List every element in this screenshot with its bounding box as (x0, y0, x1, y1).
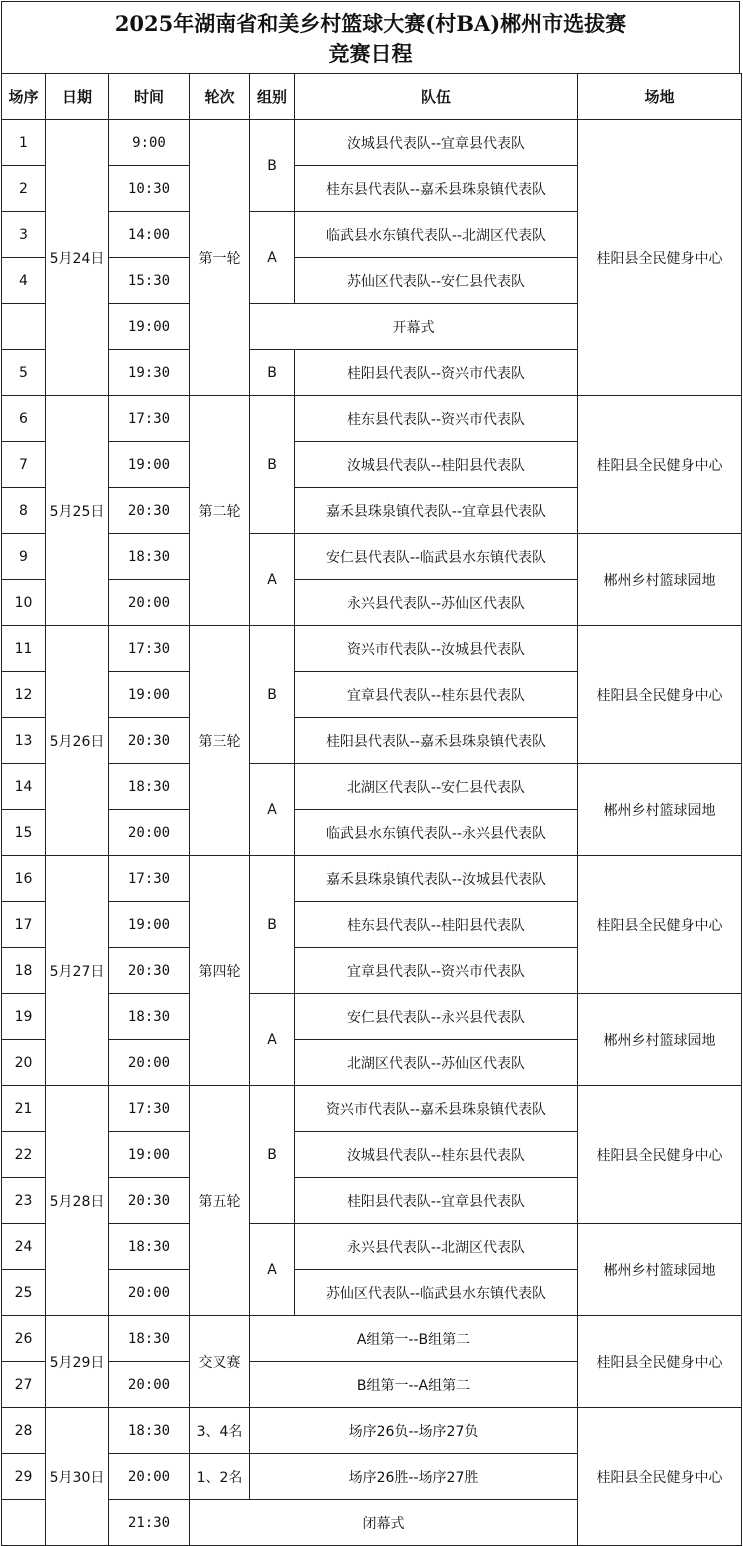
group-cell: B (250, 350, 295, 396)
time-cell: 20:00 (109, 1270, 190, 1316)
time-cell: 18:30 (109, 1224, 190, 1270)
teams-cell: 临武县水东镇代表队--北湖区代表队 (295, 212, 578, 258)
date-cell: 5月24日 (46, 120, 109, 396)
date-cell: 5月27日 (46, 856, 109, 1086)
teams-cell: 资兴市代表队--嘉禾县珠泉镇代表队 (295, 1086, 578, 1132)
time-cell: 17:30 (109, 396, 190, 442)
table-row (2, 534, 742, 580)
group-cell: A (250, 212, 295, 304)
match-no: 13 (2, 718, 46, 764)
teams-cell: 苏仙区代表队--临武县水东镇代表队 (295, 1270, 578, 1316)
group-cell: B (250, 1086, 295, 1224)
schedule-table (1, 73, 742, 1546)
match-no: 29 (2, 1454, 46, 1500)
opening-ceremony: 开幕式 (250, 304, 578, 350)
header-date: 日期 (46, 74, 109, 120)
teams-cell: 永兴县代表队--苏仙区代表队 (295, 580, 578, 626)
match-no: 17 (2, 902, 46, 948)
match-no: 4 (2, 258, 46, 304)
group-cell: B (250, 396, 295, 534)
round-cell: 1、2名 (190, 1454, 250, 1500)
teams-cell: B组第一--A组第二 (250, 1362, 578, 1408)
time-cell: 19:00 (109, 902, 190, 948)
match-no: 21 (2, 1086, 46, 1132)
match-no: 15 (2, 810, 46, 856)
teams-cell: 桂阳县代表队--宜章县代表队 (295, 1178, 578, 1224)
group-cell: A (250, 534, 295, 626)
venue-cell: 郴州乡村篮球园地 (578, 534, 742, 626)
schedule-title: 2025年湖南省和美乡村篮球大赛(村BA)郴州市选拔赛 (114, 11, 627, 36)
time-cell: 17:30 (109, 856, 190, 902)
teams-cell: 苏仙区代表队--安仁县代表队 (295, 258, 578, 304)
time-cell: 18:30 (109, 994, 190, 1040)
venue-cell: 桂阳县全民健身中心 (578, 396, 742, 534)
time-cell: 21:30 (109, 1500, 190, 1546)
teams-cell: 汝城县代表队--桂东县代表队 (295, 1132, 578, 1178)
date-cell: 5月29日 (46, 1316, 109, 1408)
group-cell: A (250, 764, 295, 856)
time-cell: 20:00 (109, 810, 190, 856)
venue-cell: 桂阳县全民健身中心 (578, 626, 742, 764)
time-cell: 18:30 (109, 1408, 190, 1454)
teams-cell: 桂阳县代表队--嘉禾县珠泉镇代表队 (295, 718, 578, 764)
group-cell: A (250, 994, 295, 1086)
time-cell: 20:30 (109, 1178, 190, 1224)
match-no: 7 (2, 442, 46, 488)
time-cell: 20:30 (109, 948, 190, 994)
header-round: 轮次 (190, 74, 250, 120)
header-group: 组别 (250, 74, 295, 120)
time-cell: 20:30 (109, 718, 190, 764)
venue-cell: 桂阳县全民健身中心 (578, 1316, 742, 1408)
teams-cell: 安仁县代表队--永兴县代表队 (295, 994, 578, 1040)
time-cell: 19:30 (109, 350, 190, 396)
match-no: 23 (2, 1178, 46, 1224)
date-cell: 5月26日 (46, 626, 109, 856)
venue-cell: 郴州乡村篮球园地 (578, 764, 742, 856)
match-no: 1 (2, 120, 46, 166)
teams-cell: 资兴市代表队--汝城县代表队 (295, 626, 578, 672)
match-no: 9 (2, 534, 46, 580)
teams-cell: 场序26负--场序27负 (250, 1408, 578, 1454)
venue-cell: 郴州乡村篮球园地 (578, 1224, 742, 1316)
group-cell: B (250, 626, 295, 764)
match-no: 27 (2, 1362, 46, 1408)
match-no: 25 (2, 1270, 46, 1316)
match-no (2, 1500, 46, 1546)
table-row (2, 1408, 742, 1454)
header-no: 场序 (2, 74, 46, 120)
round-cell: 第一轮 (190, 120, 250, 396)
teams-cell: 宜章县代表队--桂东县代表队 (295, 672, 578, 718)
venue-cell: 桂阳县全民健身中心 (578, 120, 742, 396)
match-no: 18 (2, 948, 46, 994)
time-cell: 14:00 (109, 212, 190, 258)
table-row (2, 764, 742, 810)
time-cell: 9:00 (109, 120, 190, 166)
teams-cell: 场序26胜--场序27胜 (250, 1454, 578, 1500)
match-no: 3 (2, 212, 46, 258)
time-cell: 20:00 (109, 1454, 190, 1500)
date-cell: 5月28日 (46, 1086, 109, 1316)
teams-cell: 临武县水东镇代表队--永兴县代表队 (295, 810, 578, 856)
match-no (2, 304, 46, 350)
time-cell: 19:00 (109, 442, 190, 488)
match-no: 26 (2, 1316, 46, 1362)
teams-cell: 桂东县代表队--资兴市代表队 (295, 396, 578, 442)
match-no: 16 (2, 856, 46, 902)
time-cell: 20:30 (109, 488, 190, 534)
header-time: 时间 (109, 74, 190, 120)
time-cell: 19:00 (109, 1132, 190, 1178)
time-cell: 20:00 (109, 1040, 190, 1086)
match-no: 11 (2, 626, 46, 672)
venue-cell: 桂阳县全民健身中心 (578, 1408, 742, 1546)
round-cell: 第四轮 (190, 856, 250, 1086)
date-cell: 5月30日 (46, 1408, 109, 1546)
time-cell: 18:30 (109, 764, 190, 810)
time-cell: 18:30 (109, 1316, 190, 1362)
table-row (2, 626, 742, 672)
match-no: 10 (2, 580, 46, 626)
teams-cell: 桂东县代表队--嘉禾县珠泉镇代表队 (295, 166, 578, 212)
round-cell: 3、4名 (190, 1408, 250, 1454)
teams-cell: 嘉禾县珠泉镇代表队--汝城县代表队 (295, 856, 578, 902)
time-cell: 17:30 (109, 626, 190, 672)
time-cell: 15:30 (109, 258, 190, 304)
match-no: 6 (2, 396, 46, 442)
table-row (2, 1316, 742, 1362)
table-row (2, 1086, 742, 1132)
table-row (2, 994, 742, 1040)
table-row (2, 856, 742, 902)
teams-cell: 桂阳县代表队--资兴市代表队 (295, 350, 578, 396)
match-no: 28 (2, 1408, 46, 1454)
header-teams: 队伍 (295, 74, 578, 120)
teams-cell: 汝城县代表队--桂阳县代表队 (295, 442, 578, 488)
venue-cell: 桂阳县全民健身中心 (578, 1086, 742, 1224)
match-no: 20 (2, 1040, 46, 1086)
round-cell: 第二轮 (190, 396, 250, 626)
group-cell: B (250, 856, 295, 994)
header-row (2, 74, 742, 120)
schedule-subtitle: 竞赛日程 (328, 41, 413, 66)
teams-cell: 汝城县代表队--宜章县代表队 (295, 120, 578, 166)
table-row (2, 1224, 742, 1270)
group-cell: B (250, 120, 295, 212)
match-no: 2 (2, 166, 46, 212)
date-cell: 5月25日 (46, 396, 109, 626)
teams-cell: 桂东县代表队--桂阳县代表队 (295, 902, 578, 948)
table-row (2, 396, 742, 442)
time-cell: 20:00 (109, 580, 190, 626)
match-no: 24 (2, 1224, 46, 1270)
group-cell: A (250, 1224, 295, 1316)
teams-cell: 宜章县代表队--资兴市代表队 (295, 948, 578, 994)
match-no: 22 (2, 1132, 46, 1178)
closing-ceremony: 闭幕式 (190, 1500, 578, 1546)
venue-cell: 郴州乡村篮球园地 (578, 994, 742, 1086)
time-cell: 18:30 (109, 534, 190, 580)
match-no: 19 (2, 994, 46, 1040)
match-no: 5 (2, 350, 46, 396)
table-row (2, 120, 742, 166)
match-no: 12 (2, 672, 46, 718)
teams-cell: 北湖区代表队--苏仙区代表队 (295, 1040, 578, 1086)
teams-cell: 北湖区代表队--安仁县代表队 (295, 764, 578, 810)
time-cell: 20:00 (109, 1362, 190, 1408)
time-cell: 19:00 (109, 304, 190, 350)
time-cell: 19:00 (109, 672, 190, 718)
round-cell: 第三轮 (190, 626, 250, 856)
teams-cell: A组第一--B组第二 (250, 1316, 578, 1362)
round-cell: 第五轮 (190, 1086, 250, 1316)
round-cell: 交叉赛 (190, 1316, 250, 1408)
header-venue: 场地 (578, 74, 742, 120)
match-no: 14 (2, 764, 46, 810)
time-cell: 17:30 (109, 1086, 190, 1132)
venue-cell: 桂阳县全民健身中心 (578, 856, 742, 994)
teams-cell: 永兴县代表队--北湖区代表队 (295, 1224, 578, 1270)
teams-cell: 嘉禾县珠泉镇代表队--宜章县代表队 (295, 488, 578, 534)
time-cell: 10:30 (109, 166, 190, 212)
schedule-title-box (1, 1, 740, 73)
match-no: 8 (2, 488, 46, 534)
teams-cell: 安仁县代表队--临武县水东镇代表队 (295, 534, 578, 580)
